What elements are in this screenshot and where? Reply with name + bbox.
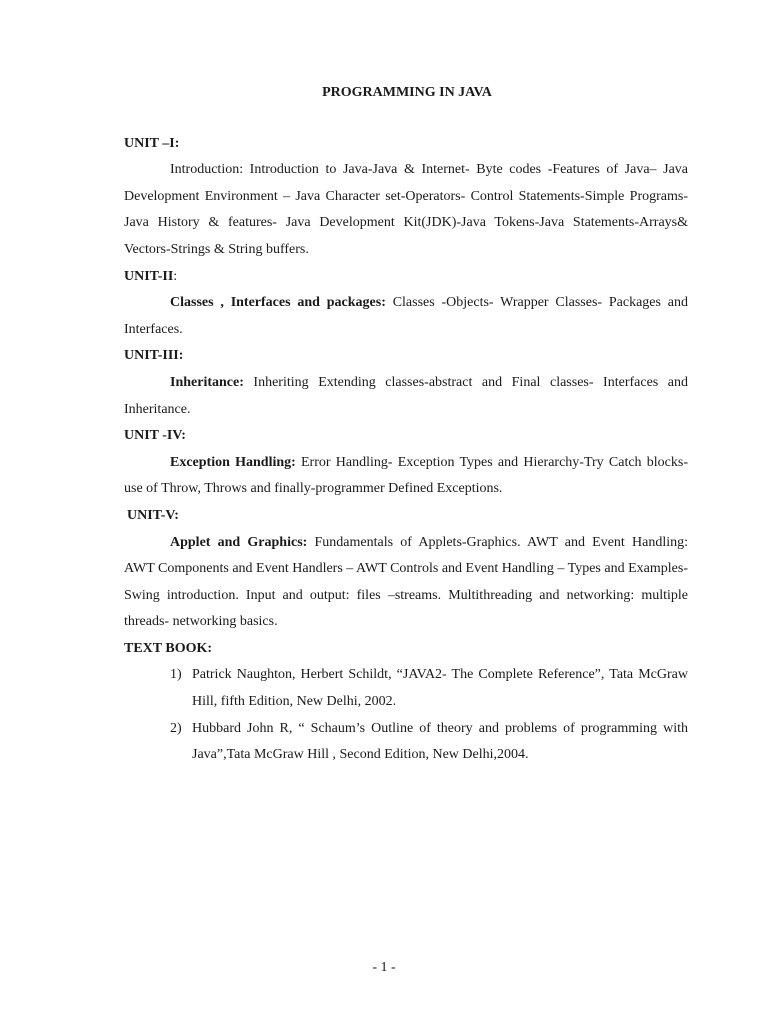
unit-4-description (124, 450, 688, 503)
unit-5-description (124, 530, 688, 636)
unit-4-topic: Exception Handling: (170, 454, 296, 470)
page-number: - 1 - (372, 960, 396, 975)
unit-1-text: Introduction: Introduction to Java-Java & Internet- Byte codes -Features of Java– Java Development Environment – Java Character set-Operators- Control Statements-Simple Programs-Java History & features- Java Development Kit(JDK)-Java Tokens-Java Statements-Arrays& Vectors-Strings & String buffers. (124, 162, 688, 257)
unit-2-heading-colon: : (173, 268, 178, 284)
unit-2-heading (124, 264, 688, 291)
textbook-item (124, 716, 688, 769)
document-body (124, 80, 688, 769)
unit-4-text: Error Handling- Exception Types and Hierarchy-Try Catch blocks-use of Throw, Throws and finally-programmer Defined Exceptions. (124, 454, 688, 497)
unit-3-description (124, 370, 688, 423)
textbook-list (124, 662, 688, 768)
unit-2-topic: Classes , Interfaces and packages: (170, 295, 386, 311)
textbook-item-number: 1) (170, 667, 182, 683)
unit-1-heading (124, 131, 688, 158)
unit-3-text: Inheriting Extending classes-abstract and Final classes- Interfaces and Inheritance. (124, 374, 688, 417)
textbook-heading: TEXT BOOK: (124, 640, 213, 656)
unit-2-text: Classes -Objects- Wrapper Classes- Packages and Interfaces. (124, 295, 688, 337)
unit-2-heading-text: UNIT-II (124, 268, 174, 284)
textbook-item-text: Patrick Naughton, Herbert Schildt, “JAVA2- The Complete Reference”, Tata McGraw Hill, fifth Edition, New Delhi, 2002. (192, 667, 688, 710)
unit-4-heading (124, 423, 688, 450)
unit-5-heading-text: UNIT-V: (127, 507, 179, 523)
textbook-item-text: Hubbard John R, “ Schaum’s Outline of theory and problems of programming with Java”,Tata McGraw Hill , Second Edition, New Delhi,2004. (192, 720, 688, 763)
unit-4-heading-text: UNIT -IV: (124, 428, 186, 444)
unit-1-heading-text: UNIT –I: (124, 135, 180, 151)
unit-3-heading-text: UNIT-III: (124, 348, 184, 364)
unit-3-heading (124, 343, 688, 370)
unit-5-topic: Applet and Graphics: (170, 534, 308, 550)
textbook-item-number: 2) (170, 720, 182, 736)
unit-5-heading (124, 503, 688, 530)
textbook-item (124, 662, 688, 715)
unit-5-text: Fundamentals of Applets-Graphics. AWT and Event Handling: AWT Components and Event Handlers – AWT Controls and Event Handling – Types and Examples-Swing introduction. Input and output: files –streams. Multithreading and networking: multiple threads- networking basics. (124, 534, 688, 630)
unit-3-topic: Inheritance: (170, 374, 244, 390)
unit-1-description (124, 157, 688, 263)
page-title: PROGRAMMING IN JAVA (322, 85, 492, 100)
unit-2-description (124, 290, 688, 343)
